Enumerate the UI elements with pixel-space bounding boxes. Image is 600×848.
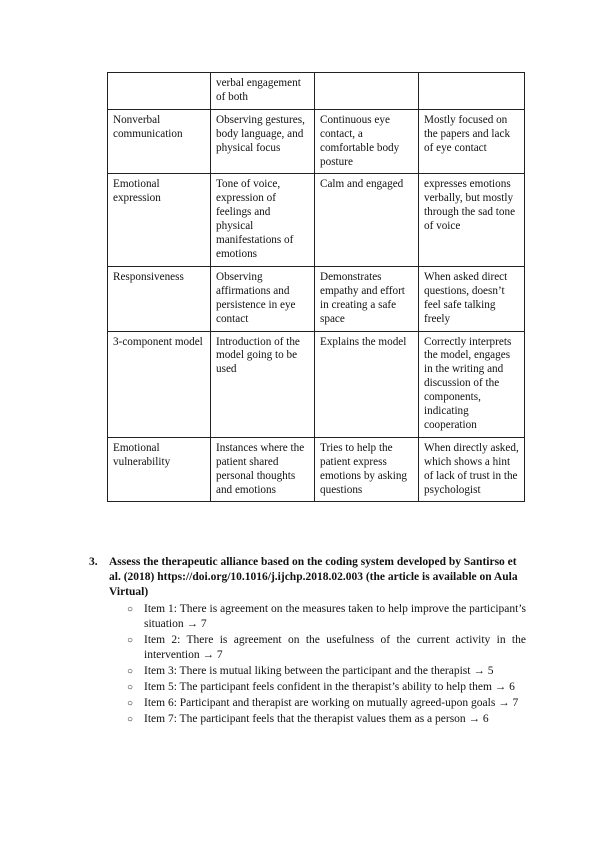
table-cell: Tone of voice, expression of feelings and physical manifestations of emotions [211, 174, 315, 266]
table-cell: Responsiveness [108, 266, 211, 331]
table-cell [315, 73, 419, 110]
list-item [127, 633, 526, 663]
table-cell: Demonstrates empathy and effort in creating a safe space [315, 266, 419, 331]
table-cell [108, 73, 211, 110]
item-text: Item 7: The participant feels that the therapist values them as a person → 6 [144, 713, 489, 725]
table-row [108, 437, 525, 502]
table-cell: Explains the model [315, 331, 419, 437]
table-cell: Observing gestures, body language, and physical focus [211, 109, 315, 174]
list-item [127, 602, 526, 632]
table-cell: 3-component model [108, 331, 211, 437]
table-cell: Calm and engaged [315, 174, 419, 266]
list-item [127, 696, 526, 711]
question-number: 3. [89, 556, 98, 568]
table-cell: Tries to help the patient express emotions by asking questions [315, 437, 419, 502]
list-item [127, 664, 526, 679]
question-header [89, 555, 526, 600]
item-text: Item 2: There is agreement on the usefulness of the current activity in the intervention → 7 [144, 634, 526, 661]
table-row [108, 174, 525, 266]
table-cell: Observing affirmations and persistence in eye contact [211, 266, 315, 331]
hollow-circle-bullet-icon: ○ [127, 682, 134, 693]
hollow-circle-bullet-icon: ○ [127, 604, 134, 615]
table-cell: expresses emotions verbally, but mostly through the sad tone of voice [419, 174, 525, 266]
table-cell: Emotional vulnerability [108, 437, 211, 502]
hollow-circle-bullet-icon: ○ [127, 714, 134, 725]
item-text: Item 5: The participant feels confident in the therapist’s ability to help them → 6 [144, 681, 515, 693]
item-text: Item 3: There is mutual liking between the participant and the therapist → 5 [144, 665, 494, 677]
table-row [108, 266, 525, 331]
observation-table-body [108, 73, 525, 502]
table-cell: Instances where the patient shared personal thoughts and emotions [211, 437, 315, 502]
table-cell: When asked direct questions, doesn’t feel safe talking freely [419, 266, 525, 331]
hollow-circle-bullet-icon: ○ [127, 698, 134, 709]
table-row [108, 331, 525, 437]
list-item [127, 680, 526, 695]
table-cell: When directly asked, which shows a hint of lack of trust in the psychologist [419, 437, 525, 502]
table-cell: Mostly focused on the papers and lack of eye contact [419, 109, 525, 174]
question-text: Assess the therapeutic alliance based on the coding system developed by Santirso et al. (2018) https://doi.org/10.1016/j.ijchp.2018.02.003 (the article is available on Aula Virtual) [109, 556, 518, 598]
question-3 [89, 555, 526, 728]
table-row [108, 109, 525, 174]
table-row [108, 73, 525, 110]
observation-table [107, 72, 525, 502]
table-cell: Emotional expression [108, 174, 211, 266]
alliance-item-list [89, 602, 526, 727]
table-cell: Nonverbal communication [108, 109, 211, 174]
table-cell: Continuous eye contact, a comfortable body posture [315, 109, 419, 174]
table-cell [419, 73, 525, 110]
hollow-circle-bullet-icon: ○ [127, 666, 134, 677]
item-text: Item 1: There is agreement on the measures taken to help improve the participant’s situation → 7 [144, 603, 526, 630]
table-cell: Correctly interprets the model, engages in the writing and discussion of the components, indicating cooperation [419, 331, 525, 437]
table-cell: verbal engagement of both [211, 73, 315, 110]
table-cell: Introduction of the model going to be used [211, 331, 315, 437]
item-text: Item 6: Participant and therapist are working on mutually agreed-upon goals → 7 [144, 697, 519, 709]
list-item [127, 712, 526, 727]
hollow-circle-bullet-icon: ○ [127, 635, 134, 646]
